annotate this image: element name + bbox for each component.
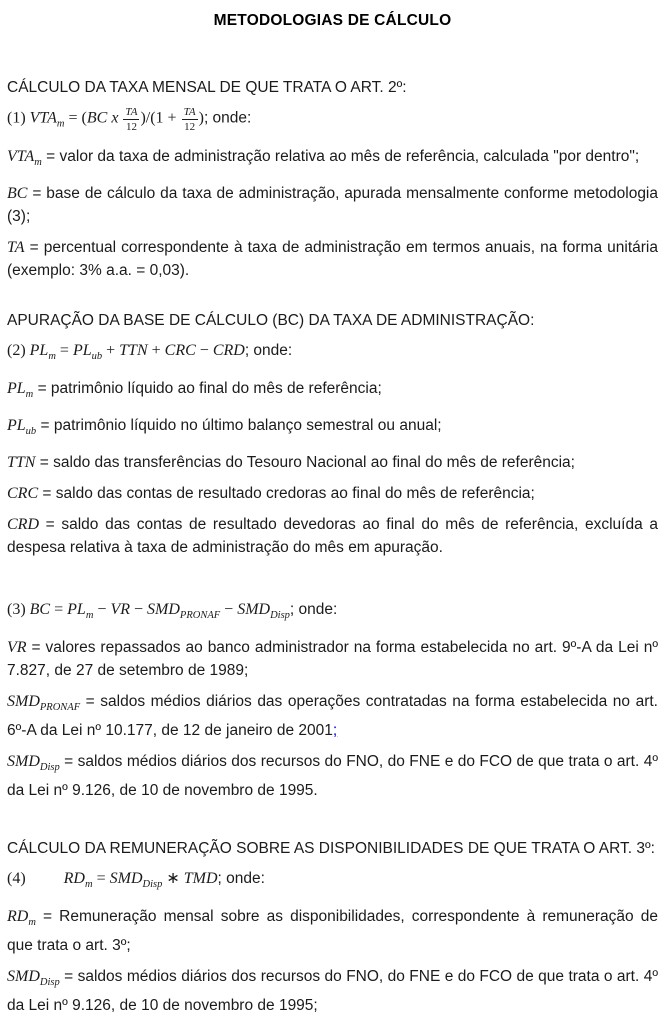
math-subscript: PRONAF <box>39 701 81 713</box>
formula-operator: + <box>147 341 165 359</box>
formula-operator: (4) <box>7 869 26 887</box>
formula-operator: ) <box>198 109 204 127</box>
math-subscript: Disp <box>39 976 60 988</box>
formula-operator: − <box>129 600 148 618</box>
formula-line <box>7 106 658 136</box>
body-text: ; onde: <box>217 869 265 887</box>
math-subscript: m <box>84 878 93 890</box>
math-variable: BC <box>29 600 51 618</box>
fraction-numerator: TA <box>125 106 138 118</box>
math-subscript: m <box>34 156 42 168</box>
math-subscript: Disp <box>142 878 163 890</box>
math-variable: RD <box>7 907 29 925</box>
math-subscript: m <box>28 916 36 928</box>
body-text: = saldo das contas de resultado credoras ao final do mês de referência; <box>38 484 535 502</box>
document-title: METODOLOGIAS DE CÁLCULO <box>213 12 452 29</box>
section-heading: APURAÇÃO DA BASE DE CÁLCULO (BC) DA TAXA DE ADMINISTRAÇÃO: <box>7 311 535 329</box>
math-variable: PL <box>7 416 26 434</box>
math-variable: VR <box>7 638 27 656</box>
empty-line <box>7 810 658 837</box>
body-text: ; onde: <box>244 341 293 359</box>
paragraph <box>7 145 658 174</box>
math-subscript: Disp <box>39 761 60 773</box>
fraction-numerator: TA <box>183 106 196 118</box>
fraction <box>123 106 139 133</box>
math-variable: PL <box>72 341 92 359</box>
formula-operator: (2) <box>7 341 30 359</box>
body-text: = patrimônio líquido ao final do mês de referência; <box>33 379 382 397</box>
math-variable: CRD <box>7 515 39 533</box>
formula-operator: = <box>50 600 68 618</box>
paragraph <box>7 636 658 682</box>
fraction-denominator: 12 <box>125 120 137 133</box>
paragraph <box>7 513 658 559</box>
paragraph <box>7 482 658 505</box>
document-body <box>7 76 658 1017</box>
math-variable: SMD <box>237 600 271 618</box>
body-text: = Remuneração mensal sobre as disponibilidades, correspondente à remuneração de que trata o art. 3º; <box>7 907 658 954</box>
body-text: = saldos médios diários das operações contratadas na forma estabelecida no art. 6º-A da Lei nº 10.177, de 12 de janeiro de 2001 <box>7 692 658 739</box>
math-subscript: m <box>48 350 56 362</box>
formula-operator: − <box>220 600 238 618</box>
math-variable: BC <box>7 184 28 202</box>
math-subscript: ub <box>25 425 37 437</box>
math-subscript: m <box>85 609 94 621</box>
paragraph <box>7 750 658 802</box>
formula-operator: (1) <box>7 109 30 127</box>
paragraph <box>7 236 658 282</box>
formula-line <box>7 598 658 627</box>
math-variable: CRD <box>212 341 245 359</box>
formula-line <box>7 339 658 368</box>
math-subscript: m <box>56 118 65 130</box>
body-text: = valores repassados ao banco administrador na forma estabelecida no art. 9º-A da Lei nº 7.827, de 27 de setembro de 1989; <box>7 638 658 679</box>
formula-operator: = <box>55 341 73 359</box>
math-variable: SMD <box>147 600 180 618</box>
math-variable: PL <box>7 379 26 397</box>
math-subscript: ub <box>91 350 103 362</box>
formula-operator: )/(1 + <box>140 109 181 127</box>
empty-line <box>7 567 658 598</box>
body-text: ; onde: <box>203 109 252 127</box>
body-text: = percentual correspondente à taxa de administração em termos anuais, na forma unitária (exemplo: 3% a.a. = 0,03). <box>7 238 658 279</box>
paragraph <box>7 377 658 406</box>
math-variable: PL <box>67 600 86 618</box>
formula-operator: ∗ <box>162 869 184 887</box>
math-variable: CRC <box>7 484 39 502</box>
math-variable: SMD <box>7 752 40 770</box>
body-text: = patrimônio líquido no último balanço semestral ou anual; <box>36 416 442 434</box>
body-text: = saldos médios diários dos recursos do FNO, do FNE e do FCO de que trata o art. 4º da Lei nº 9.126, de 10 de novembro de 1995; <box>7 967 658 1014</box>
body-text: = saldos médios diários dos recursos do FNO, do FNE e do FCO de que trata o art. 4º da Lei nº 9.126, de 10 de novembro de 1995. <box>7 752 658 799</box>
formula-operator: − <box>195 341 213 359</box>
section-heading: CÁLCULO DA TAXA MENSAL DE QUE TRATA O ART. 2º: <box>7 79 407 96</box>
math-variable: PL <box>29 341 49 359</box>
formula-operator: + <box>102 341 120 359</box>
body-text: = saldo das contas de resultado devedoras ao final do mês de referência, excluída a despesa relativa à taxa de administração do mês em apuração. <box>7 515 658 556</box>
empty-line <box>7 290 658 309</box>
math-variable: BC x <box>86 109 123 127</box>
math-variable: TTN <box>7 453 36 471</box>
math-variable: VTA <box>7 147 35 165</box>
math-variable: SMD <box>7 692 40 710</box>
math-variable: TTN <box>119 341 148 359</box>
math-variable: SMD <box>109 869 143 887</box>
math-variable: VTA <box>29 109 57 127</box>
paragraph <box>7 905 658 957</box>
paragraph <box>7 690 658 742</box>
math-subscript: m <box>25 388 34 400</box>
document-page <box>7 9 658 1017</box>
math-variable: TA <box>7 238 25 256</box>
body-text: ; onde: <box>289 600 338 618</box>
paragraph <box>7 451 658 474</box>
body-text: = valor da taxa de administração relativa ao mês de referência, calculada "por dentro"; <box>41 147 640 165</box>
formula-operator: = <box>92 869 110 887</box>
math-subscript: Disp <box>270 609 290 621</box>
paragraph <box>7 965 658 1017</box>
math-variable: CRC <box>164 341 196 359</box>
section-heading: CÁLCULO DA REMUNERAÇÃO SOBRE AS DISPONIBILIDADES DE QUE TRATA O ART. 3º: <box>7 839 655 857</box>
formula-operator: (3) <box>7 600 30 618</box>
fraction <box>182 106 198 133</box>
math-variable: TMD <box>183 869 218 887</box>
math-variable: RD <box>63 869 85 887</box>
body-text: = base de cálculo da taxa de administração, apurada mensalmente conforme metodologia (3); <box>7 184 658 225</box>
formula-line <box>7 867 658 896</box>
paragraph <box>7 182 658 228</box>
math-variable: VR <box>110 600 130 618</box>
body-text: = saldo das transferências do Tesouro Nacional ao final do mês de referência; <box>35 453 575 471</box>
fraction-denominator: 12 <box>184 120 196 133</box>
paragraph <box>7 414 658 443</box>
formula-operator: = ( <box>64 109 87 127</box>
inserted-semicolon: ; <box>332 721 338 739</box>
formula-operator: − <box>93 600 111 618</box>
math-subscript: PRONAF <box>179 609 221 621</box>
math-variable: SMD <box>7 967 40 985</box>
